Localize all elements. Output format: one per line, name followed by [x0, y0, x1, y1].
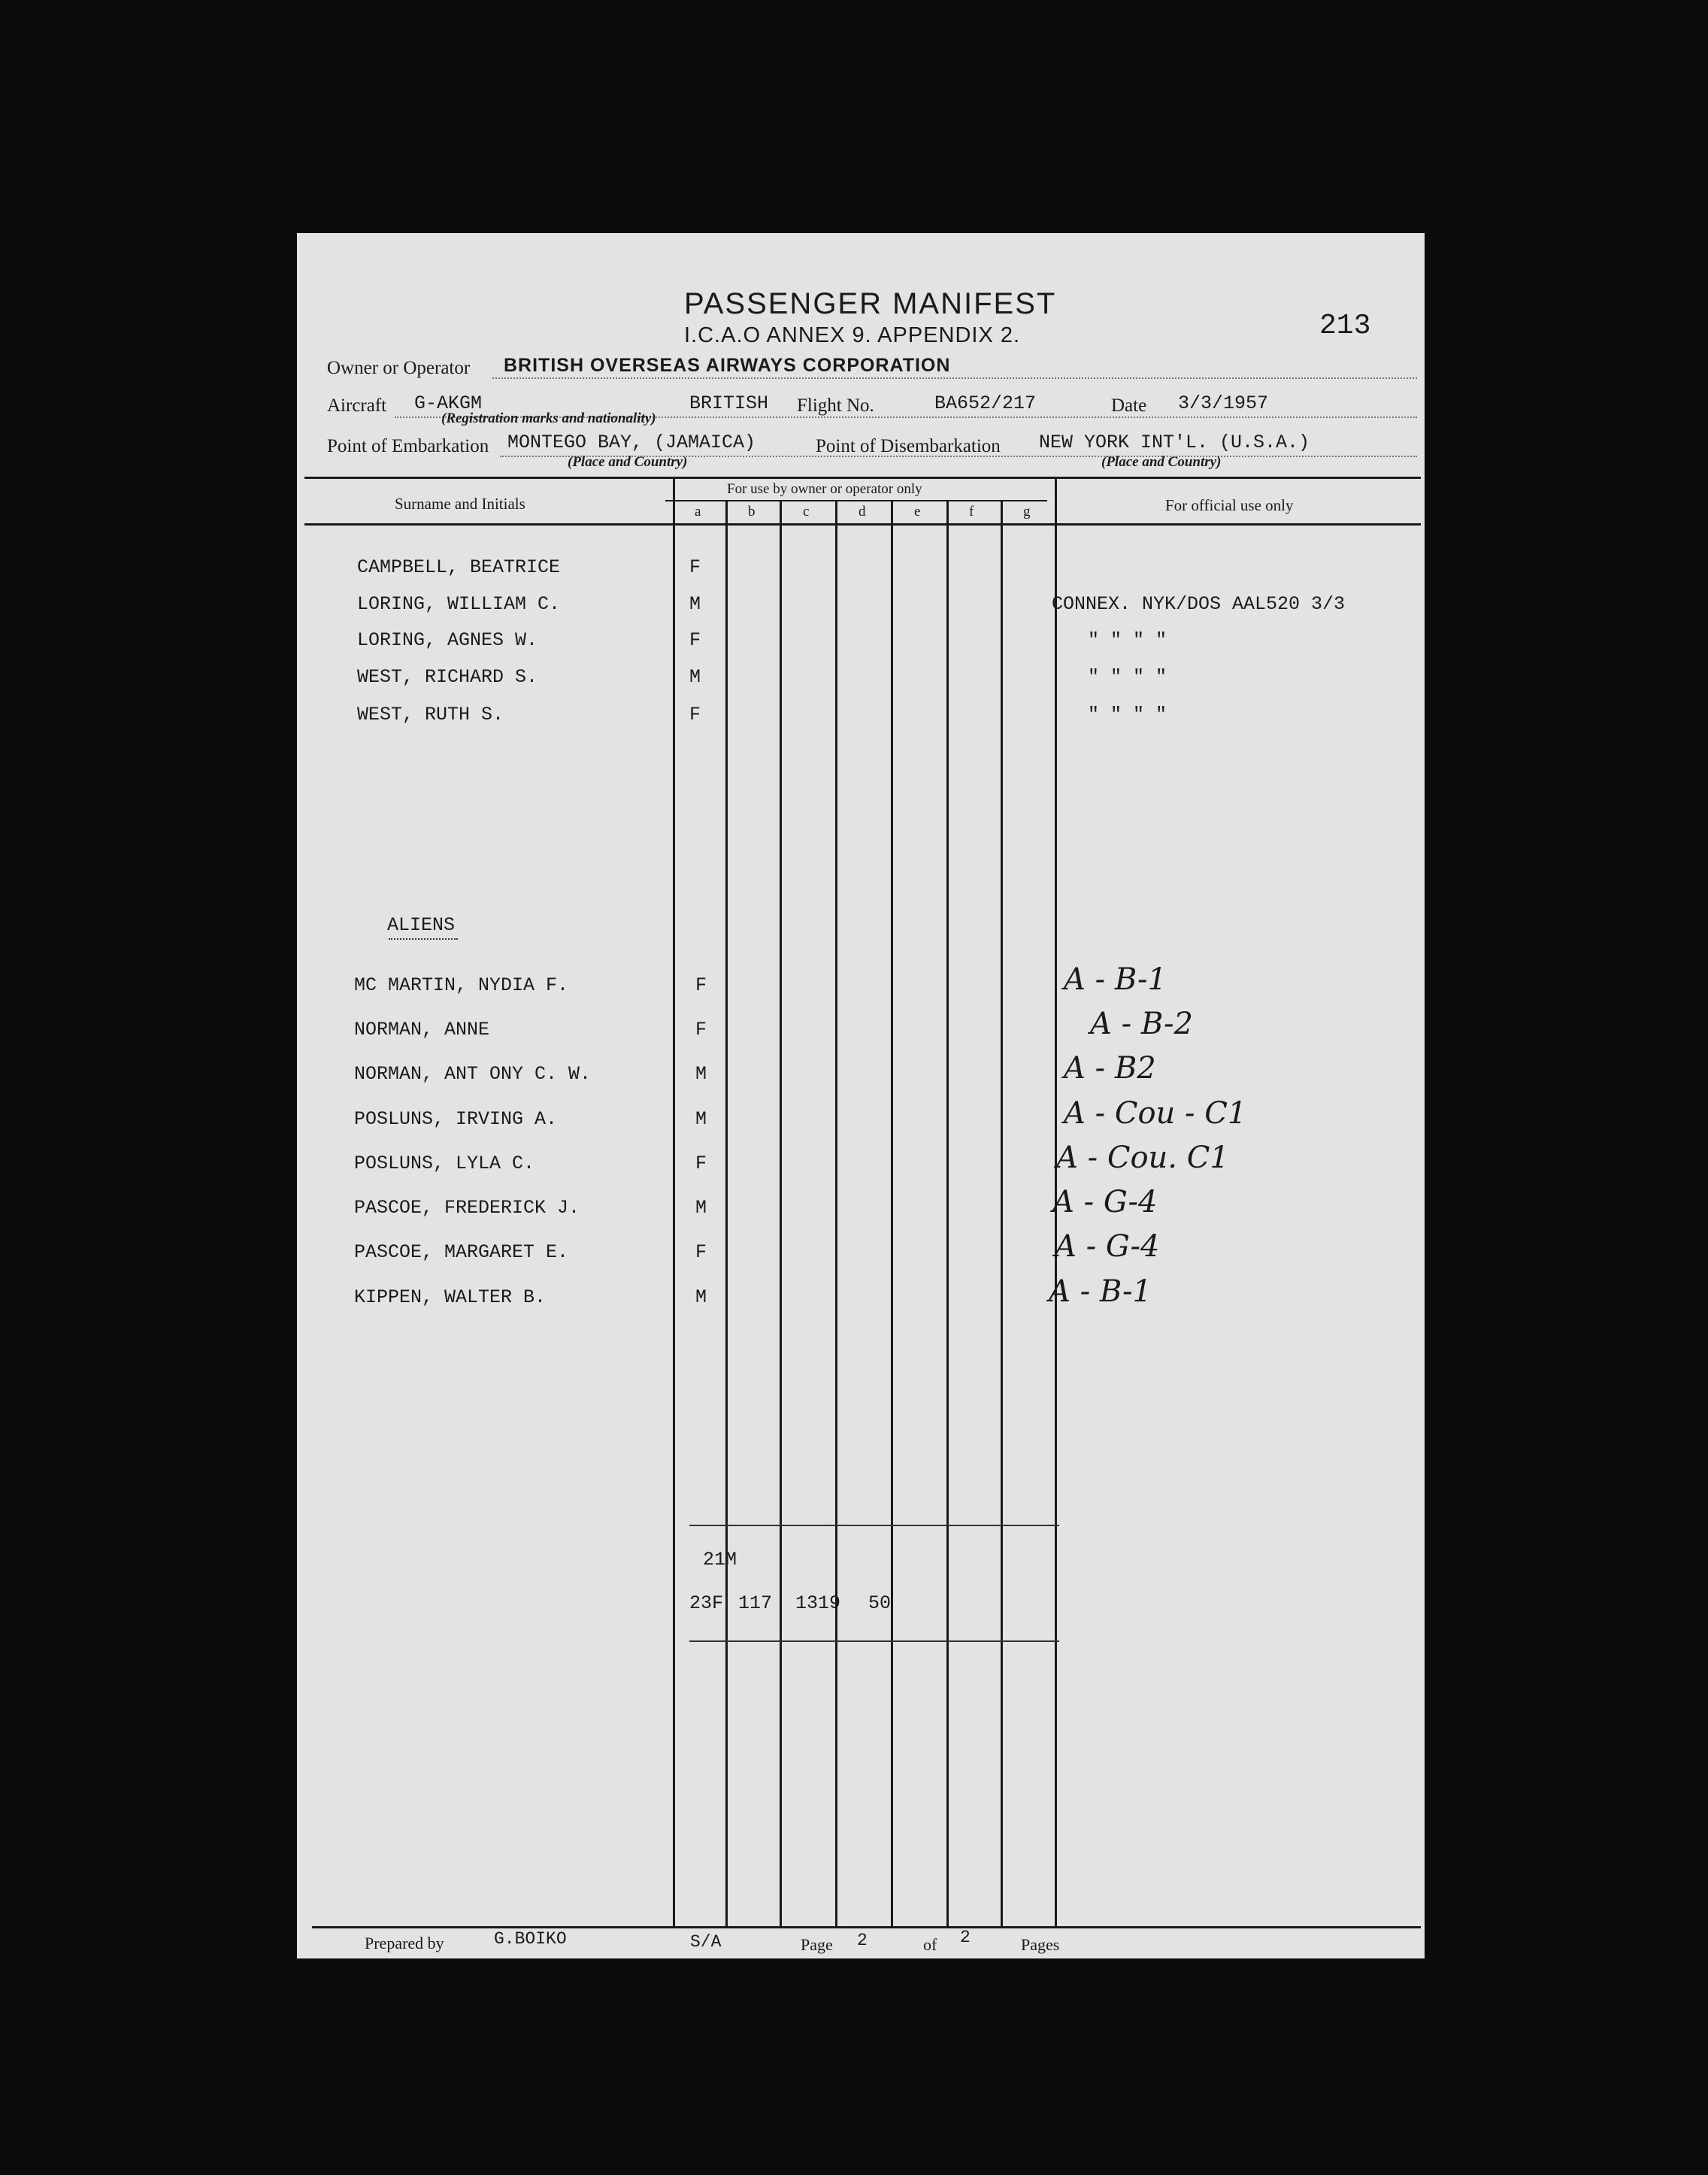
alien-name: PASCOE, MARGARET E.: [354, 1241, 569, 1263]
embark-label: Point of Embarkation: [327, 436, 489, 456]
embark-value: MONTEGO BAY, (JAMAICA): [507, 432, 756, 453]
totals-col-d: 50: [868, 1592, 892, 1614]
form-title: PASSENGER MANIFEST: [684, 287, 1057, 320]
place-caption-embark: (Place and Country): [568, 454, 688, 470]
form-subtitle: I.C.A.O ANNEX 9. APPENDIX 2.: [684, 323, 1021, 347]
column-header-d: d: [859, 504, 866, 520]
column-rule-2: [780, 500, 782, 1926]
manifest-sheet: [297, 233, 1425, 1958]
column-rule-0: [673, 477, 675, 1926]
disembark-label: Point of Disembarkation: [816, 436, 1001, 456]
owner-value: BRITISH OVERSEAS AIRWAYS CORPORATION: [504, 355, 951, 376]
page-label: Page: [801, 1935, 833, 1954]
prepared-label: Prepared by: [365, 1934, 444, 1952]
alien-official-handwriting: A - Cou - C1: [1064, 1096, 1247, 1131]
column-rule-1: [725, 500, 728, 1926]
table-bottom-rule: [312, 1926, 1421, 1928]
column-rule-6: [1001, 500, 1003, 1926]
aircraft-registration: G-AKGM: [414, 392, 483, 414]
alien-name: PASCOE, FREDERICK J.: [354, 1197, 580, 1219]
column-header-b: b: [748, 504, 756, 520]
table-top-rule: [304, 477, 1421, 479]
operator-group-rule: [665, 500, 1047, 501]
column-header-e: e: [914, 504, 921, 520]
of-label: of: [923, 1935, 937, 1954]
passenger-official-note: CONNEX. NYK/DOS AAL520 3/3: [1052, 593, 1346, 615]
pages-label: Pages: [1021, 1935, 1060, 1954]
alien-official-handwriting: A - B2: [1064, 1051, 1156, 1086]
passenger-sex: F: [689, 629, 701, 651]
alien-sex: M: [695, 1108, 707, 1130]
totals-col-c: 1319: [795, 1592, 841, 1614]
passenger-official-note: " " " ": [1088, 704, 1167, 726]
page-stamp: 213: [1319, 310, 1371, 342]
column-header-c: c: [803, 504, 810, 520]
column-header-f: f: [969, 504, 974, 520]
column-rule-4: [891, 500, 893, 1926]
alien-name: POSLUNS, LYLA C.: [354, 1153, 535, 1174]
passenger-sex: M: [689, 593, 701, 615]
place-caption-disembark: (Place and Country): [1101, 454, 1222, 470]
aliens-heading: ALIENS: [387, 914, 456, 936]
aliens-underline: [389, 938, 458, 940]
column-rule-3: [835, 500, 837, 1926]
alien-sex: F: [695, 1153, 707, 1174]
disembark-value: NEW YORK INT'L. (U.S.A.): [1039, 432, 1310, 453]
passenger-sex: M: [689, 666, 701, 688]
totals-females: 23F: [689, 1592, 724, 1614]
passenger-official-note: " " " ": [1088, 666, 1167, 688]
owner-dotline: [492, 377, 1417, 379]
totals-top-rule: [689, 1525, 1059, 1526]
alien-sex: M: [695, 1286, 707, 1308]
alien-official-handwriting: A - B-1: [1064, 962, 1167, 997]
of-value: 2: [960, 1928, 971, 1947]
registration-caption: (Registration marks and nationality): [441, 410, 656, 426]
alien-name: KIPPEN, WALTER B.: [354, 1286, 547, 1308]
passenger-name: CAMPBELL, BEATRICE: [357, 556, 561, 578]
alien-name: POSLUNS, IRVING A.: [354, 1108, 558, 1130]
passenger-sex: F: [689, 556, 701, 578]
sa-value: S/A: [690, 1932, 722, 1952]
alien-sex: F: [695, 1241, 707, 1263]
column-header-g: g: [1023, 504, 1031, 520]
passenger-name: WEST, RUTH S.: [357, 704, 504, 726]
owner-label: Owner or Operator: [327, 358, 471, 378]
flight-label: Flight No.: [797, 395, 874, 416]
table-header-rule: [304, 523, 1421, 526]
totals-col-b: 117: [738, 1592, 773, 1614]
official-column-header: For official use only: [1165, 496, 1294, 514]
passenger-name: LORING, AGNES W.: [357, 629, 538, 651]
column-rule-5: [946, 500, 949, 1926]
date-value: 3/3/1957: [1178, 392, 1269, 414]
alien-name: NORMAN, ANNE: [354, 1019, 490, 1041]
alien-official-handwriting: A - Cou. C1: [1056, 1141, 1229, 1175]
prepared-value: G.BOIKO: [494, 1929, 567, 1949]
totals-males: 21M: [703, 1549, 737, 1571]
column-header-a: a: [695, 504, 701, 520]
alien-sex: F: [695, 974, 707, 996]
surname-column-header: Surname and Initials: [395, 495, 525, 513]
alien-sex: M: [695, 1063, 707, 1085]
totals-bottom-rule: [689, 1640, 1059, 1642]
passenger-name: WEST, RICHARD S.: [357, 666, 538, 688]
operator-group-header: For use by owner or operator only: [727, 481, 922, 497]
alien-name: MC MARTIN, NYDIA F.: [354, 974, 569, 996]
alien-sex: M: [695, 1197, 707, 1219]
passenger-official-note: " " " ": [1088, 629, 1167, 651]
page-value: 2: [857, 1931, 868, 1950]
flight-value: BA652/217: [934, 392, 1037, 414]
aircraft-label: Aircraft: [327, 395, 387, 416]
alien-official-handwriting: A - B-1: [1049, 1274, 1152, 1309]
date-label: Date: [1111, 395, 1147, 416]
passenger-sex: F: [689, 704, 701, 726]
alien-name: NORMAN, ANT ONY C. W.: [354, 1063, 592, 1085]
aircraft-nationality: BRITISH: [689, 392, 769, 414]
alien-official-handwriting: A - B-2: [1090, 1007, 1193, 1041]
passenger-name: LORING, WILLIAM C.: [357, 593, 561, 615]
alien-sex: F: [695, 1019, 707, 1041]
alien-official-handwriting: A - G-4: [1052, 1185, 1158, 1219]
alien-official-handwriting: A - G-4: [1055, 1229, 1160, 1264]
